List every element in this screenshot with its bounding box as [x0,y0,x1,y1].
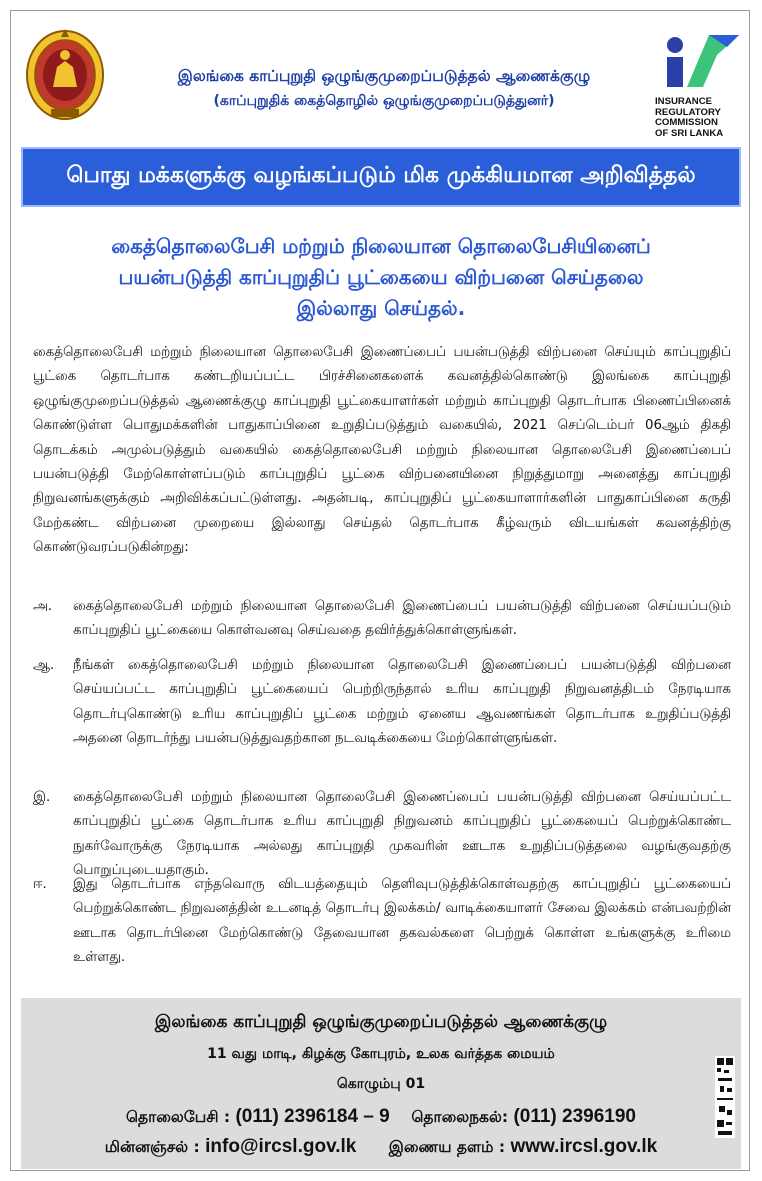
list-item [33,873,731,971]
footer-phone-row [21,1106,741,1128]
footer-web-row [21,1136,741,1158]
title-line: பயன்படுத்தி காப்புறுதிப் பூட்கையை விற்பனை செய்தலை [118,265,644,289]
fax-label: தொலைநகல்: [411,1108,509,1126]
list-item [33,786,731,884]
phone-label: தொலைபேசி : [125,1108,231,1126]
email-label: மின்னஞ்சல் : [104,1138,200,1156]
list-text: கைத்தொலைபேசி மற்றும் நிலையான தொலைபேசி இணைப்பைப் பயன்படுத்தி விற்பனை செய்யப்பட்ட காப்புறுதிப் பூட்கை தொடர்பாக உரிய காப்புறுதி நிறுவனம் காப்புறுதிப் பூட்கையைப் பெற்றுக்கொண்ட நுகர்வோருக்கு நேரடியாக அல்லது காப்புறுதி முகவரின் ஊடாக உறுதிப்படுத்தலை வழங்குவதற்கு பொறுப்புடையதாகும். [73,790,731,879]
list-item [33,654,731,752]
footer-address: 11 வது மாடி, கிழக்கு கோபுரம், உலக வர்த்தக மையம் [207,1046,555,1062]
intro-paragraph: கைத்தொலைபேசி மற்றும் நிலையான தொலைபேசி இணைப்பைப் பயன்படுத்தி விற்பனை செய்யும் காப்புறுதிப் பூட்கை தொடர்பாக கண்டறியப்பட்ட பிரச்சினைகளைக் கவனத்தில்கொண்டு இலங்கை காப்புறுதி ஒழுங்குமுறைப்படுத்தல் ஆணைக்குழு காப்புறுதி பூட்கையாளர்கள் மற்றும் காப்புறுதி தொடர்பாக பிணைப்பினைக் கொண்டுள்ள பொதுமக்களின் பாதுகாப்பினை உறுதிப்படுத்தும் வகையில், 2021 செப்டெம்பர் 06ஆம் திகதி தொடக்கம் அமுல்படுத்தும் வகையில் கைத்தொலைபேசி மற்றும் நிலையான தொலைபேசி இணைப்பைப் பயன்படுத்தி மேற்கொள்ளப்படும் காப்புறுதிப் பூட்கை விற்பனையினை நிறுத்துமாறு அனைத்து காப்புறுதி நிறுவனங்களுக்கும் அறிவிக்கப்பட்டுள்ளது. அதன்படி, காப்புறுதிப் பூட்கையாளார்களின் பாதுகாப்பினை கருதி மேற்கண்ட விற்பனை முறையை இல்லாது செய்தல் தொடர்பாக கீழ்வரும் விடயங்கள் கவனத்திற்கு கொண்டுவரப்படுகின்றது: [33,345,731,556]
ircsl-logo-text [655,97,747,139]
org-subtitle: (காப்புறுதிக் கைத்தொழில் ஒழுங்குமுறைப்படுத்துனர்) [213,93,555,109]
qr-code-icon [715,1056,735,1138]
list-marker: ஈ. [33,877,47,892]
notice-title [31,231,731,324]
website-link[interactable]: www.ircsl.gov.lk [510,1136,658,1157]
footer-org-name: இலங்கை காப்புறுதி ஒழுங்குமுறைப்படுத்தல் ஆணைக்குழு [154,1012,608,1032]
header [11,11,751,146]
title-line: இல்லாது செய்தல். [296,296,466,320]
logo-line: COMMISSION [655,117,718,129]
web-label: இணைய தளம் : [388,1138,506,1156]
sri-lanka-emblem-icon [23,25,107,125]
list-text: கைத்தொலைபேசி மற்றும் நிலையான தொலைபேசி இணைப்பைப் பயன்படுத்தி விற்பனை செய்யப்படும் காப்புறுதிப் பூட்கையை கொள்வனவு செய்வதை தவிர்த்துக்கொள்ளுங்கள். [73,599,731,639]
list-marker: அ. [33,599,53,614]
fax-number: (011) 2396190 [513,1106,636,1127]
phone-number[interactable]: (011) 2396184 – 9 [235,1106,390,1127]
list-marker: இ. [33,790,51,805]
contact-footer [21,998,741,1169]
logo-line: REGULATORY [655,106,721,118]
logo-line: INSURANCE [655,96,713,107]
logo-line: OF SRI LANKA [655,127,724,139]
title-line: கைத்தொலைபேசி மற்றும் நிலையான தொலைபேசியினைப் [111,234,651,258]
list-marker: ஆ. [33,658,55,673]
ircsl-logo-icon [647,27,743,95]
footer-city: கொழும்பு 01 [336,1076,426,1092]
notice-banner: பொது மக்களுக்கு வழங்கப்படும் மிக முக்கியமான அறிவித்தல் [21,147,741,207]
list-text: இது தொடர்பாக எந்தவொரு விடயத்தையும் தெளிவுபடுத்திக்கொள்வதற்கு காப்புறுதிப் பூட்கையைப் பெற்றுக்கொண்ட நிறுவனத்தின் உடனடித் தொடர்பு இலக்கம்/ வாடிக்கையாளர் சேவை இலக்கம் என்பவற்றின் ஊடாக தொடர்பினை மேற்கொண்டு தேவையான தகவல்களை பெற்றுக் கொள்ள உங்களுக்கு உரிமை உள்ளது. [73,877,731,966]
list-item [33,595,731,644]
org-name: இலங்கை காப்புறுதி ஒழுங்குமுறைப்படுத்தல் ஆணைக்குழு [177,67,591,85]
email-link[interactable]: info@ircsl.gov.lk [205,1136,357,1157]
list-text: நீங்கள் கைத்தொலைபேசி மற்றும் நிலையான தொலைபேசி இணைப்பைப் பயன்படுத்தி விற்பனை செய்யப்பட்ட காப்புறுதிப் பூட்கையைப் பெற்றிருந்தால் உரிய காப்புறுதி நிறுவனத்திடம் நேரடியாக தொடர்புகொண்டு உரிய காப்புறுதிப் பூட்கை மற்றும் ஏனைய ஆவணங்கள் தொடர்பாக உறுதிப்படுத்தி அதனை தொடர்ந்து பயன்படுத்துவதற்கான நடவடிக்கையை மேற்கொள்ளுங்கள். [73,658,731,747]
notice-frame [10,10,750,1171]
